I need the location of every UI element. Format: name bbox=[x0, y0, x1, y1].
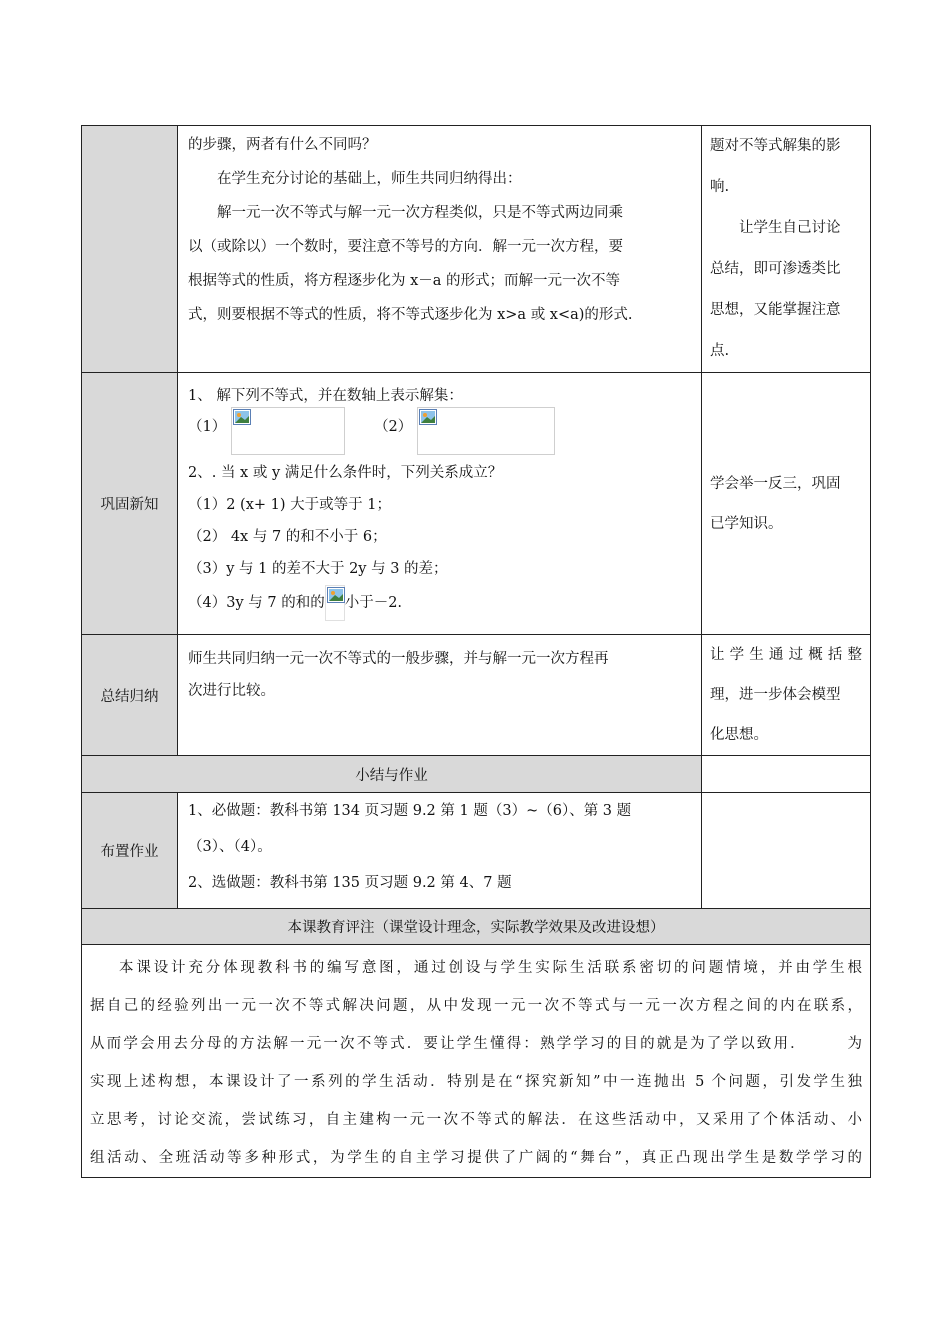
commentary-row bbox=[82, 945, 871, 1178]
homework-line: 2、选做题：教科书第 135 页习题 9.2 第 4、7 题 bbox=[188, 875, 512, 891]
note-line: 题对不等式解集的影 bbox=[710, 138, 841, 154]
design-intent-note bbox=[702, 126, 871, 373]
text-line: 师生共同归纳一元一次不等式的一般步骤，并与解一元一次方程再 bbox=[188, 651, 609, 667]
commentary-line: 从而学会用去分母的方法解一元一次不等式．要让学生懂得：熟学学习的目的就是为了学以致用． 为 bbox=[90, 1036, 862, 1052]
note-line: 化思想。 bbox=[710, 727, 768, 743]
homework-content bbox=[178, 793, 702, 909]
text-line: 的步骤，两者有什么不同吗？ bbox=[188, 137, 377, 153]
question-2-item-4 bbox=[188, 585, 691, 621]
question-1-parts bbox=[188, 407, 691, 457]
part-label: （1） bbox=[188, 419, 227, 435]
text-line: 在学生充分讨论的基础上，师生共同归纳得出： bbox=[217, 171, 522, 187]
note-line: 总结，即可渗透类比 bbox=[710, 261, 841, 277]
note-line: 让学生通过概括整 bbox=[710, 647, 862, 663]
section-title: 小结与作业 bbox=[82, 756, 702, 793]
text-line: 解一元一次不等式与解一元一次方程类似，只是不等式两边同乘 bbox=[217, 205, 623, 221]
note-line: 已学知识。 bbox=[710, 515, 783, 532]
commentary-line: 本课设计充分体现教科书的编写意图，通过创设与学生实际生活联系密切的问题情境，并由学生根 bbox=[119, 960, 862, 976]
item-text: 小于－2. bbox=[344, 595, 403, 611]
lesson-plan-table bbox=[81, 125, 871, 1178]
homework-line: 1、必做题：教科书第 134 页习题 9.2 第 1 题（3）~（6）、第 3 题 bbox=[188, 803, 632, 819]
continuation-content bbox=[178, 126, 702, 373]
text-line: 以（或除以）一个数时，要注意不等号的方向．解一元一次方程，要 bbox=[188, 239, 623, 255]
note-line: 学会举一反三，巩固 bbox=[710, 475, 841, 492]
homework-row bbox=[82, 793, 871, 909]
inequality-image bbox=[231, 407, 345, 455]
text-line: 式，则要根据不等式的性质，将不等式逐步化为 x>a 或 x<a)的形式. bbox=[188, 307, 633, 323]
empty-cell bbox=[702, 756, 871, 793]
row-label: 总结归纳 bbox=[82, 635, 178, 756]
note-line: 点. bbox=[710, 343, 730, 359]
broken-image-icon bbox=[419, 409, 437, 425]
commentary-line: 组活动、全班活动等多种形式，为学生的自主学习提供了广阔的“舞台”，真正凸现出学生是数学学习的 bbox=[90, 1150, 862, 1166]
part-label: （2） bbox=[374, 419, 413, 435]
item-text: （4）3y 与 7 的和的 bbox=[188, 595, 325, 611]
note-line: 思想，又能掌握注意 bbox=[710, 302, 841, 318]
commentary-line: 实现上述构想，本课设计了一系列的学生活动．特别是在“探究新知”中一连抛出 5 个问题，引发学生独 bbox=[90, 1074, 862, 1090]
summary-content bbox=[178, 635, 702, 756]
design-intent-note bbox=[702, 635, 871, 756]
note-line: 响. bbox=[710, 179, 730, 195]
design-intent-note bbox=[702, 373, 871, 635]
consolidation-row bbox=[82, 373, 871, 635]
continuation-row bbox=[82, 126, 871, 373]
commentary-line: 立思考，讨论交流，尝试练习，自主建构一元一次不等式的解法．在这些活动中，又采用了个体活动、小 bbox=[90, 1112, 862, 1128]
commentary-line: 据自己的经验列出一元一次不等式解决问题，从中发现一元一次不等式与一元一次方程之间的内在联系， bbox=[90, 998, 862, 1014]
consolidation-content bbox=[178, 373, 702, 635]
fraction-image bbox=[325, 585, 345, 621]
note-line: 理，进一步体会模型 bbox=[710, 687, 841, 703]
question-2-item: （1）2 (x+ 1) 大于或等于 1； bbox=[188, 497, 391, 513]
commentary-content bbox=[82, 945, 871, 1178]
note-line: 让学生自己讨论 bbox=[739, 220, 841, 236]
question-2: 2、. 当 x 或 y 满足什么条件时，下列关系成立？ bbox=[188, 465, 503, 481]
row-label-empty bbox=[82, 126, 178, 373]
broken-image-icon bbox=[233, 409, 251, 425]
inequality-image bbox=[417, 407, 555, 455]
homework-line: （3）、（4）。 bbox=[188, 839, 272, 855]
commentary-header-row bbox=[82, 909, 871, 945]
lesson-plan-page bbox=[81, 125, 870, 1178]
row-label: 巩固新知 bbox=[82, 373, 178, 635]
question-2-item: （3）y 与 1 的差不大于 2y 与 3 的差； bbox=[188, 561, 448, 577]
summary-row bbox=[82, 635, 871, 756]
text-line: 次进行比较。 bbox=[188, 683, 275, 699]
text-line: 根据等式的性质，将方程逐步化为 x－a 的形式；而解一元一次不等 bbox=[188, 273, 621, 289]
question-2-item: （2） 4x 与 7 的和不小于 6； bbox=[188, 529, 387, 545]
broken-image-icon bbox=[327, 587, 345, 603]
empty-cell bbox=[702, 793, 871, 909]
question-1: 1、 解下列不等式，并在数轴上表示解集： bbox=[188, 388, 463, 404]
section-title: 本课教育评注（课堂设计理念，实际教学效果及改进设想） bbox=[82, 909, 871, 945]
row-label: 布置作业 bbox=[82, 793, 178, 909]
section-header-row bbox=[82, 756, 871, 793]
